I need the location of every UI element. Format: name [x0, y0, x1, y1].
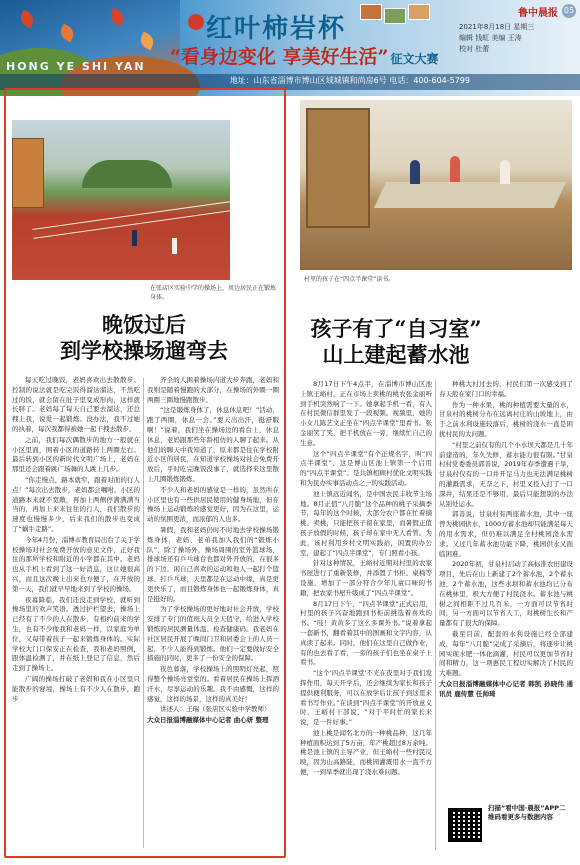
page-number: 05: [562, 4, 576, 18]
right-headline-line-2: 山上建起蓄水池: [322, 342, 470, 367]
left-article-col-2: [147, 376, 279, 854]
persimmon-icon: [188, 14, 204, 30]
paragraph: 截至目前，配套的水利设施已经全部建成，每年“八月脆”完成了采摘后，将逐步让桃园实现水肥一体化滴灌，村民可以更加节省时间和精力，这一项惠民工程切实解决了村民的大难题。: [439, 629, 573, 678]
date-line: 2021年8月18日 星期三: [459, 23, 535, 31]
walker: [172, 238, 177, 254]
column-divider: [435, 380, 436, 850]
paragraph: 暑假，我和老妈仍时不时地去学校操场锻炼身体，老妈、老弟我加入我们的“锻炼小队”，除了操场外，操场周围的室外篮球场，排球场还有乒乓球台也都对外开放的，在很多的下边，闲自己喜欢的运动和他人一起打个篮球、打乒乓球，天里都是在运动中缘，真是更更快乐了，而且锻炼身体也一起锻炼身体，真是挺好的。: [147, 525, 279, 603]
paragraph: 之前，我们每次偶散步的地方一般就在小区里面，围着小区的道路转上两圈左右。最后转到小区的新时代文明广场上，老妈在那里还会跟着跳广场舞的人跳上几步。: [12, 435, 140, 474]
child: [410, 160, 420, 184]
left-headline-line-1: 晚饭过后: [102, 312, 186, 337]
right-photo-caption: 村里的孩子在“四点半课堂”读书。: [304, 276, 395, 283]
address-text: 地址：山东省淄博市博山区域城镇和尚房6号 电话：400-604-5799: [229, 76, 470, 85]
slogan-suffix: 征文大赛: [390, 52, 439, 66]
column-divider: [143, 378, 144, 848]
left-article-col-1: [12, 376, 140, 854]
paragraph: 郭善说，甘泉村有两座蓄水池，其中一座曾为桃园供水，1000方蓄水池却只能满足每天的用水需求，但仍难以满足全村桃园浇水需求。又过几年蓄水池功能下降，桃园供水又面临困难。: [439, 510, 573, 558]
paragraph: 作为一种水果，桃的种植需要大量的水，甘泉村的桃树分布在远离村庄的山坡地上，由于之前水利设施较落后，桃树的浇水一直是困扰村民的大问题。: [439, 400, 573, 438]
proof-line: 校对 杜蕾: [459, 45, 490, 53]
paragraph: 池上桃是闻名北方的一种桃品种，这几年种植面积达到了5万亩，年产桃超过8万余吨。桃是池上镇的主导产业，但王峪村一些村民反映，因为山高路陡，而桃园灌溉用水一直不方便，一到旱季就出现了浇水难问题。: [300, 728, 432, 777]
paragraph: 池上镇远近闻名，是中国农民丰收节主场地。8月正值“八月脆”这个品种的桃子采摘季节，每年的这个时候，大部分农户都在忙着摘桃、卖桃，只能把孩子留在家里，而暑假正值孩子放假的时候，孩子却在家中无人看管。为此，该村利用乡村文明实践站，闲置的办公室，建起了“四点半课堂”，专门照看小孩。: [300, 489, 432, 557]
byline: 大众日报淄博融媒体中心记者 曲心妍 整理: [147, 716, 269, 725]
right-article-col-2: [439, 380, 573, 772]
paragraph: “你走慢点，路本就窄，跟着对面的行人点！”每次出去散步，老妈都会嘱咐。小区的道路本来就不宽敞，再加上两侧停满满满当当的，再加上来来往往的行人，我们散步的速度也慢慢多少，后来我们的散步也变成了“蜗牛走路”。: [12, 475, 140, 533]
reading-room-photo: [300, 100, 572, 270]
paragraph: “村里之前仅有的几个小水坝大都是几十年前建造的，年久失修，蓄水能力很有限。”甘泉村村党委委员郭善说，2019年春季遭遇干旱，甘泉村仅有的一口井开足马力也无法满足桃树的灌溉需求，无奈之下，村里又投入打了一口深井，结果还是不够用，最后只能想别的办法从别处运水。: [439, 440, 573, 508]
banner-logo: 红叶柿岩杯: [206, 14, 347, 44]
left-photo-caption: 在张店区实验中学的操场上，周边居民正在锻炼身体。: [150, 285, 277, 301]
banner-slogan: [170, 42, 439, 69]
paragraph: 今年4月份，淄博市教育局出台了关于学校操场对社会免费开放的意见文件，正好我住的那所学校和附近的小学都在其中。老妈也从手机上看到了这一好消息，这让她很高兴，而且这次晚上出来也方便了，在开放的第一天，我们就早早地来到了学校的操场。: [12, 535, 140, 593]
right-headline: [296, 316, 496, 368]
left-headline: [14, 312, 274, 364]
paragraph: “这个‘四点半课堂’不光在夜里对于我们发挥作用，每天开学后，还会继续为家长和孩子提供便利服务，可以在放学后让孩子到这里来看书写作业。”在谈到“四点半课堂”的开放意义时，王峪村干部说，“对于平时忙的家长来说，是一件好事。”: [300, 669, 432, 727]
paragraph: 8月17日下午，“四点半课堂”正式启用，村里的孩子兴奋地跑到书柜前挑选着喜欢的书。“哇！黄黄多了这么多课外书。”说着拿起一套新书，翻看着其中的图画和文字内容，认真读了起来。同时，他们在这里自己做作业，有的也去看了看，一旁的孩子们也坐在桌子上看书。: [300, 599, 432, 667]
paragraph: 每天吃过晚饭，老妈喜欢出去散散步。控制的说法就是吃完饭得溜达溜达，不然吃过的饭，就会留在肚子里变成形肉，这样就长胖了。老妈每了每天自己要去溜达，还总拽上我，说爱一起锻炼。没办法，我不过她的执着，每次我都得被她一起干拽去散步。: [12, 376, 140, 433]
paragraph: 种桃大村过去的，村民们第一次感受到了春天般在家门口的幸福。: [439, 380, 573, 398]
paragraph: 这个“四点半课堂”有个正规名字，叫“四点半课堂”，这是博山区池上镇第一个启用的“四点半课堂”。是共镇相顾村优化文明实践和为民办实事活动点之一的实践活动。: [300, 449, 432, 487]
byline: 大众日报淄博融媒体中心记者 韩凯 孙晓伟 通讯员 鹿传慧 任帅琦: [439, 679, 573, 698]
banner-photo-strip: [360, 4, 430, 38]
bookshelf: [306, 108, 370, 228]
trees: [82, 160, 172, 188]
paragraph: 2020年初，甘泉村启动了高标准农田建设项目，先后在山上新建了2个蓄水池，2个蓄水池，2个蓄水池，这些水坝和蓄水池均已分布在桃林里，极大方便了村民浇水。蓄水池与桃树之间相距不过几百米，一方面可以节省时间，另一方面可以节省人工，对桃树生长和产量都有了很大的保障。: [439, 560, 573, 628]
slogan-text: “看身边变化 享美好生活”: [170, 46, 389, 68]
child: [450, 156, 460, 182]
paragraph: 夜色暮落，学校操场上的照明灯亮起，照得整个操场亮堂堂的。看着居民在操场上挥洒汗水，尽享运动的乐趣。我不由感慨，这样的感觉，这样的场景，这样的真美好！: [147, 665, 279, 703]
paragraph: 广阔的操场打破了老妈和我在小区里只能散步的窘境，操场上有不少人在散步，跑步: [12, 674, 140, 703]
paragraph: “这是锻炼身体了，休息休息吧！”活动，跑了两圈，休息一会。”要天出出汗，挺舒服啊！”说着，我们坐在操场边的看台上，休息休息，老妈跟那些年龄相仿的人聊了起来。从他们的聊天中我知道了，原来都是住在学校附近小区的居民，在知道学校操场对社会免费开放后，平时吃完晚饭没事了，就选择来这里散上几圈锻炼锻炼。: [147, 406, 279, 483]
issue-meta: [459, 22, 574, 55]
left-headline-line-2: 到学校操场遛弯去: [60, 338, 228, 363]
editor-line: 编辑 钱虹 美编 王涛: [459, 34, 522, 42]
right-headline-line-1: 孩子有了“自习室”: [310, 316, 482, 341]
paragraph: 针对这种情况，王峪村近期对村里的农家书屋进行了重新装修，并添置了书柜、桌椅等设施，增加了一部分符合少年儿童口味的书籍，把农家书屋升级成了“四点半课堂”。: [300, 559, 432, 597]
table: [374, 182, 566, 208]
paragraph: 8月17日下午4点半，在淄博市博山区池上镇王峪村，正在市场上卖桃的桃农张金丽听到手机突然响了一下。她拿起手机一看，有人在村民微信群里发了一段视频。视频里，她的小女儿陈艺文正坐在“四点半课堂”里看书。张金丽笑了笑，把手机放在一旁，继续忙自己的生意。: [300, 380, 432, 447]
qr-promo-text: 扫描“看中国·晨报”APP二维码看更多与数据内容: [488, 804, 566, 821]
child: [500, 160, 510, 184]
right-article-col-1: [300, 380, 432, 854]
narrator-line: 讲述人：王瑞（张店区实验中学教师）: [160, 705, 271, 714]
paragraph: 夜幕降临，我们还没走到学校，就听到操场里的欢声笑语。透过护栏望去，操场上已经有了不少的人在散步，有相约前来的学生，也有不少像我和老妈一样，以家庭为单位，又每带着孩子一起来锻炼身体的。实际学校大门口保安正在检查，我和老妈照例，跟体温检测了，并在纸上登记了信息，然后走到了操场上。: [12, 595, 140, 673]
banner-english-title: HONG YE SHI YAN: [6, 60, 146, 73]
paragraph: 齐全的人围着操场内道大步奔跑，老妈和我则是随着慢跑的大部分，在操场的外圈一圈两圈三圈地慢跑散步。: [147, 376, 279, 404]
newspaper-name: 鲁中晨报: [518, 8, 558, 19]
paragraph: 为了学校操场的更好地对社会开放，学校安排了专门的值班人员全天值守，给进入学校锻炼的居民测量体温、检查健康码。我老妈在社区居民开展了晚间门卫和居委会上的人员一起，不少人能得到锻炼。他们一定要做好安全措施的同时，更多了一份安全的保障。: [147, 605, 279, 663]
school-building: [12, 138, 44, 208]
qr-code-icon[interactable]: [448, 808, 482, 842]
paragraph: 不少人和老妈的感觉是一样的，虽然所在小区里也有一些供居民使用的健身场地，但在操场上运动锻炼的感觉更好，因为在这里，运动的氛围更浓，而浓郁的人也多。: [147, 485, 279, 524]
walker: [132, 230, 137, 246]
playground-photo: [12, 120, 230, 280]
